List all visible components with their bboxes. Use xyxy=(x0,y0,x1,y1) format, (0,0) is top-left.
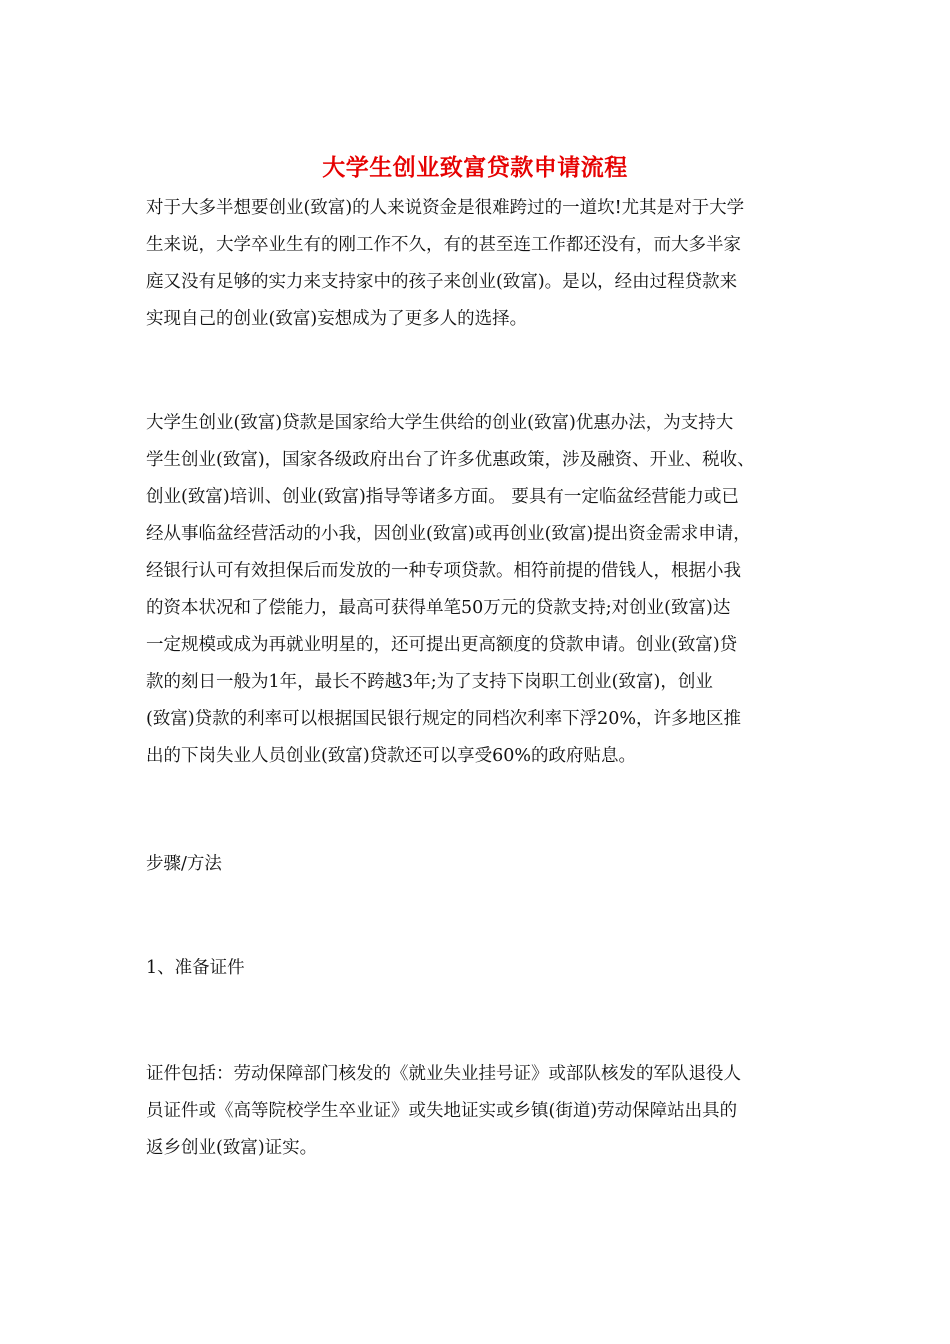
text-line: 返乡创业(致富)证实。 xyxy=(146,1138,318,1158)
text-line: 出的下岗失业人员创业(致富)贷款还可以享受60%的政府贴息。 xyxy=(146,746,637,766)
text-line: 经从事临盆经营活动的小我，因创业(致富)或再创业(致富)提出资金需求申请， xyxy=(146,524,751,544)
text-line: 实现自己的创业(致富)妄想成为了更多人的选择。 xyxy=(146,309,528,329)
paragraph-documents xyxy=(146,1056,806,1167)
text-line: (致富)贷款的利率可以根据国民银行规定的同档次利率下浮20%，许多地区推 xyxy=(146,709,742,729)
text-line: 员证件或《高等院校学生卒业证》或失地证实或乡镇(街道)劳动保障站出具的 xyxy=(146,1101,738,1121)
step-heading-1 xyxy=(146,950,806,987)
text-line: 经银行认可有效担保后而发放的一种专项贷款。相符前提的借钱人，根据小我 xyxy=(146,561,741,581)
text-line: 的资本状况和了偿能力，最高可获得单笔50万元的贷款支持;对创业(致富)达 xyxy=(146,598,731,618)
document-title: 大学生创业致富贷款申请流程 xyxy=(322,154,628,181)
section-heading-steps xyxy=(146,846,806,883)
text-line: 步骤/方法 xyxy=(146,854,222,874)
text-line: 创业(致富)培训、创业(致富)指导等诸多方面。 要具有一定临盆经营能力或已 xyxy=(146,487,739,507)
text-line: 证件包括：劳动保障部门核发的《就业失业挂号证》或部队核发的军队退役人 xyxy=(146,1064,741,1084)
paragraph-loan-description xyxy=(146,405,806,775)
text-line: 大学生创业(致富)贷款是国家给大学生供给的创业(致富)优惠办法，为支持大 xyxy=(146,413,734,433)
text-line: 学生创业(致富)，国家各级政府出台了许多优惠政策，涉及融资、开业、税收、 xyxy=(146,450,755,470)
text-line: 生来说，大学卒业生有的刚工作不久，有的甚至连工作都还没有，而大多半家 xyxy=(146,235,741,255)
paragraph-intro xyxy=(146,190,806,338)
text-line: 1、准备证件 xyxy=(146,958,245,978)
text-line: 一定规模或成为再就业明星的，还可提出更高额度的贷款申请。创业(致富)贷 xyxy=(146,635,738,655)
text-line: 庭又没有足够的实力来支持家中的孩子来创业(致富)。是以，经由过程贷款来 xyxy=(146,272,738,292)
text-line: 款的刻日一般为1年，最长不跨越3年;为了支持下岗职工创业(致富)，创业 xyxy=(146,672,713,692)
text-line: 对于大多半想要创业(致富)的人来说资金是很难跨过的一道坎!尤其是对于大学 xyxy=(146,198,745,218)
